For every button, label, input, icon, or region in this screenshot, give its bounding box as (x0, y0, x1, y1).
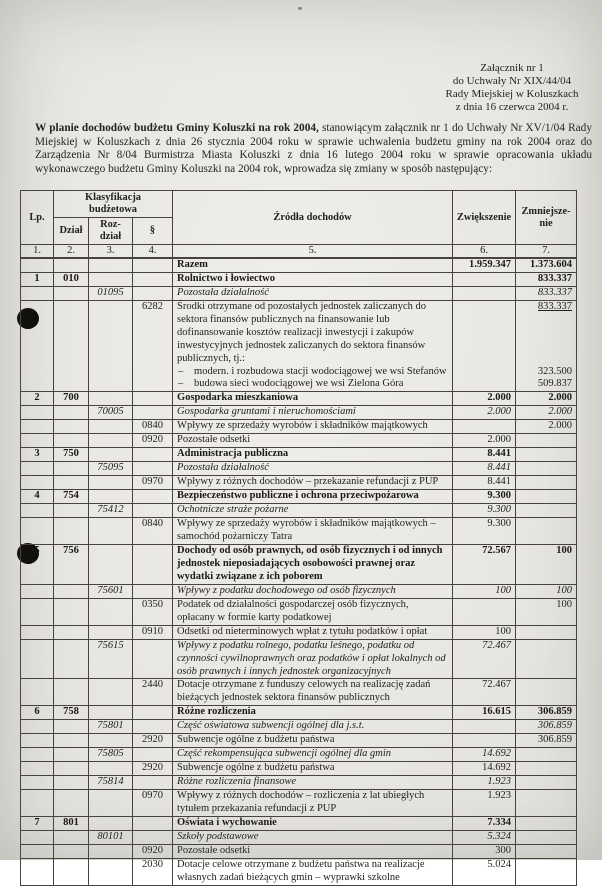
cell-zmniejszenie (516, 762, 577, 776)
cell-source: Gospodarka gruntami i nieruchomościami (173, 406, 453, 420)
cell-source: Dotacje celowe otrzymane z budżetu państwa na realizacje własnych zadań bieżących gmin – wyprawki szkolne (173, 859, 453, 886)
cell-dzial (54, 504, 89, 518)
cell-zmniejszenie (516, 301, 577, 392)
cell-source: Część rekompensująca subwencji ogólnej dla gmin (173, 748, 453, 762)
cell-zmniejszenie: 2.000 (516, 392, 577, 406)
cell-paragraf (133, 287, 173, 301)
cell-source: Oświata i wychowanie (173, 817, 453, 831)
cell-zwiekszenie: 72.467 (453, 679, 516, 706)
cell-paragraf (133, 584, 173, 598)
cell-dzial: 010 (54, 273, 89, 287)
col-header-zmniejszenie-line1: Zmniejsze- (521, 205, 571, 217)
cell-rozdzial: 75412 (89, 504, 133, 518)
cell-paragraf: 0840 (133, 518, 173, 545)
cell-rozdzial (89, 625, 133, 639)
cell-source: Część oświatowa subwencji ogólnej dla j.s.t. (173, 720, 453, 734)
cell-source: Razem (173, 258, 453, 273)
cell-lp (21, 762, 54, 776)
cell-paragraf: 0910 (133, 625, 173, 639)
cell-lp (21, 518, 54, 545)
cell-paragraf (133, 490, 173, 504)
cell-zmniejszenie (516, 490, 577, 504)
cell-source: Wpływy z różnych dochodów – rozliczenia z lat ubiegłych tytułem przekazania refundacji z PUP (173, 790, 453, 817)
col-header-rozdzial (89, 218, 133, 245)
cell-rozdzial (89, 448, 133, 462)
cell-paragraf: 0970 (133, 476, 173, 490)
cell-zwiekszenie: 2.000 (453, 434, 516, 448)
cell-source: Rolnictwo i łowiectwo (173, 273, 453, 287)
table-row (21, 706, 577, 720)
cell-lp: 2 (21, 392, 54, 406)
cell-lp (21, 734, 54, 748)
cell-zmniejszenie: 306.859 (516, 706, 577, 720)
cell-dzial (54, 287, 89, 301)
cell-zmniejszenie (516, 639, 577, 679)
cell-zwiekszenie: 9.300 (453, 490, 516, 504)
attachment-header (424, 62, 600, 114)
cell-lp (21, 462, 54, 476)
table-row (21, 448, 577, 462)
cell-rozdzial (89, 762, 133, 776)
cell-dzial (54, 790, 89, 817)
cell-paragraf: 0970 (133, 790, 173, 817)
cell-zmniejszenie: 100 (516, 598, 577, 625)
cell-zmniejszenie: 306.859 (516, 720, 577, 734)
cell-rozdzial: 75601 (89, 584, 133, 598)
cell-rozdzial (89, 817, 133, 831)
cell-source (173, 301, 453, 392)
cell-rozdzial (89, 273, 133, 287)
cell-rozdzial (89, 301, 133, 392)
cell-zmniejszenie (516, 679, 577, 706)
intro-paragraph (35, 122, 592, 176)
cell-rozdzial: 80101 (89, 831, 133, 845)
cell-zwiekszenie: 9.300 (453, 504, 516, 518)
cell-lp (21, 476, 54, 490)
bullet-line (177, 366, 448, 379)
cell-paragraf (133, 706, 173, 720)
cell-rozdzial (89, 545, 133, 585)
cell-rozdzial (89, 420, 133, 434)
cell-rozdzial: 70005 (89, 406, 133, 420)
cell-source: Dochody od osób prawnych, od osób fizycznych i od innych jednostek nieposiadających osobowości prawnej oraz wydatki związane z ich poborem (173, 545, 453, 585)
cell-zmniejszenie (516, 625, 577, 639)
cell-rozdzial (89, 490, 133, 504)
attachment-line: do Uchwały Nr XIX/44/04 (452, 75, 572, 87)
table-row (21, 518, 577, 545)
column-number: 5. (173, 245, 453, 259)
cell-source: Bezpieczeństwo publiczne i ochrona przeciwpożarowa (173, 490, 453, 504)
cell-dzial: 700 (54, 392, 89, 406)
cell-rozdzial (89, 679, 133, 706)
table-row (21, 504, 577, 518)
cell-zmniejszenie (516, 476, 577, 490)
cell-source: Szkoły podstawowe (173, 831, 453, 845)
cell-dzial (54, 776, 89, 790)
source-paragraph: Środki otrzymane od pozostałych jednostek zaliczanych do sektora finansów publicznych na finansowanie lub dofinansowanie kosztów realizacji inwestycji i zakupów inwestycyjnych jednostek zaliczanych do sektora finansów publicznych, tj.: (177, 301, 427, 364)
cell-lp: 5 (21, 545, 54, 585)
cell-paragraf (133, 831, 173, 845)
table-row (21, 679, 577, 706)
cell-paragraf (133, 639, 173, 679)
table-row (21, 598, 577, 625)
cell-zwiekszenie: 2.000 (453, 406, 516, 420)
cell-lp (21, 679, 54, 706)
cell-zmniejszenie (516, 518, 577, 545)
cell-rozdzial: 75814 (89, 776, 133, 790)
cell-dzial (54, 462, 89, 476)
table-row (21, 462, 577, 476)
cell-source: Pozostała działalność (173, 287, 453, 301)
column-number: 1. (21, 245, 54, 259)
column-number: 3. (89, 245, 133, 259)
cell-lp (21, 598, 54, 625)
cell-zmniejszenie: 833.337 (516, 287, 577, 301)
cell-source: Odsetki od nieterminowych wpłat z tytułu podatków i opłat (173, 625, 453, 639)
cell-zwiekszenie: 14.692 (453, 748, 516, 762)
cell-lp (21, 287, 54, 301)
cell-lp (21, 420, 54, 434)
cell-dzial (54, 434, 89, 448)
cell-dzial: 754 (54, 490, 89, 504)
table-row (21, 476, 577, 490)
cell-rozdzial (89, 734, 133, 748)
cell-zwiekszenie: 16.615 (453, 706, 516, 720)
cell-zwiekszenie: 300 (453, 845, 516, 859)
cell-paragraf (133, 462, 173, 476)
cell-zwiekszenie (453, 301, 516, 392)
column-number-row (21, 245, 577, 259)
cell-zwiekszenie: 72.467 (453, 639, 516, 679)
cell-rozdzial (89, 258, 133, 273)
cell-paragraf (133, 545, 173, 585)
column-number: 4. (133, 245, 173, 259)
cell-lp (21, 301, 54, 392)
cell-source: Pozostałe odsetki (173, 434, 453, 448)
table-row (21, 392, 577, 406)
intro-rest-text: stanowiącym załącznik nr 1 do Uchwały Nr XV/1/04 Rady Miejskiej w Koluszkach z dnia 26 stycznia 2004 roku w sprawie uchwalenia budżetu gminy na rok 2004 oraz do Zarządzenia Nr 8/04 Burmistrza Miasta Koluszki z dnia 16 lutego 2004 roku w sprawie opracowania układu wykonawczego budżetu Gminy Koluszki na 2004 rok, wprowadza się zmiany w sposób następujący: (35, 122, 592, 175)
table-row (21, 625, 577, 639)
cell-paragraf: 2440 (133, 679, 173, 706)
cell-source: Różne rozliczenia finansowe (173, 776, 453, 790)
cell-dzial: 801 (54, 817, 89, 831)
cell-dzial (54, 859, 89, 886)
cell-zwiekszenie: 1.923 (453, 776, 516, 790)
cell-paragraf: 0840 (133, 420, 173, 434)
cell-rozdzial: 75805 (89, 748, 133, 762)
table-row (21, 859, 577, 886)
cell-source: Wpływy z podatku rolnego, podatku leśnego, podatku od czynności cywilnoprawnych oraz podatków i opłat lokalnych od osób prawnych i innych jednostek organizacyjnych (173, 639, 453, 679)
cell-zmniejszenie: 100 (516, 545, 577, 585)
cell-lp (21, 859, 54, 886)
cell-source: Wpływy ze sprzedaży wyrobów i składników majątkowych (173, 420, 453, 434)
cell-dzial (54, 518, 89, 545)
cell-lp: 1 (21, 273, 54, 287)
cell-dzial (54, 748, 89, 762)
cell-zwiekszenie (453, 420, 516, 434)
cell-zmniejszenie (516, 462, 577, 476)
cell-paragraf: 6282 (133, 301, 173, 392)
cell-dzial (54, 406, 89, 420)
cell-dzial (54, 679, 89, 706)
bullet-value: 323.500 (537, 365, 573, 377)
cell-dzial (54, 258, 89, 273)
cell-zwiekszenie: 2.000 (453, 392, 516, 406)
column-number: 7. (516, 245, 577, 259)
cell-zwiekszenie (453, 287, 516, 301)
cell-zmniejszenie (516, 859, 577, 886)
budget-table-wrapper (20, 190, 577, 886)
cell-zwiekszenie: 9.300 (453, 518, 516, 545)
cell-lp (21, 831, 54, 845)
column-number: 2. (54, 245, 89, 259)
col-header-lp: Lp. (21, 191, 54, 245)
cell-dzial (54, 639, 89, 679)
cell-rozdzial (89, 598, 133, 625)
cell-zmniejszenie: 100 (516, 584, 577, 598)
cell-lp: 7 (21, 817, 54, 831)
table-row (21, 762, 577, 776)
scan-speck (298, 7, 302, 10)
cell-source: Administracja publiczna (173, 448, 453, 462)
cell-rozdzial (89, 859, 133, 886)
cell-zmniejszenie: 2.000 (516, 420, 577, 434)
cell-dzial (54, 831, 89, 845)
cell-paragraf (133, 406, 173, 420)
cell-lp (21, 845, 54, 859)
cell-zwiekszenie: 7.334 (453, 817, 516, 831)
budget-table-body (21, 258, 577, 885)
cell-zmniejszenie: 2.000 (516, 406, 577, 420)
cell-dzial (54, 762, 89, 776)
cell-zmniejszenie: 306.859 (516, 734, 577, 748)
cell-lp (21, 639, 54, 679)
cell-lp (21, 720, 54, 734)
cell-paragraf (133, 748, 173, 762)
cell-dzial (54, 734, 89, 748)
cell-zwiekszenie: 100 (453, 625, 516, 639)
cell-paragraf (133, 720, 173, 734)
cell-source: Pozostała działalność (173, 462, 453, 476)
cell-zmniejszenie (516, 776, 577, 790)
cell-dzial (54, 476, 89, 490)
attachment-line: z dnia 16 czerwca 2004 r. (455, 101, 569, 113)
cell-paragraf: 0920 (133, 845, 173, 859)
cell-zmniejszenie (516, 448, 577, 462)
cell-rozdzial (89, 845, 133, 859)
cell-paragraf: 0920 (133, 434, 173, 448)
table-row (21, 831, 577, 845)
cell-rozdzial (89, 434, 133, 448)
cell-dzial: 758 (54, 706, 89, 720)
cell-dzial: 750 (54, 448, 89, 462)
cell-paragraf (133, 776, 173, 790)
cell-source: Różne rozliczenia (173, 706, 453, 720)
cell-dzial (54, 625, 89, 639)
cell-paragraf (133, 392, 173, 406)
cell-rozdzial: 01095 (89, 287, 133, 301)
cell-zwiekszenie: 72.567 (453, 545, 516, 585)
bullet-dash: – (178, 378, 184, 390)
attachment-line: Załącznik nr 1 (480, 62, 544, 74)
table-row (21, 273, 577, 287)
cell-zwiekszenie: 1.959.347 (453, 258, 516, 273)
zmniejszenie-bullet-values (538, 366, 572, 392)
cell-paragraf (133, 448, 173, 462)
table-row (21, 776, 577, 790)
cell-source: Subwencje ogólne z budżetu państwa (173, 734, 453, 748)
table-row (21, 434, 577, 448)
cell-dzial (54, 301, 89, 392)
attachment-line: Rady Miejskiej w Koluszkach (445, 88, 579, 100)
cell-paragraf (133, 258, 173, 273)
cell-source: Podatek od działalności gospodarczej osób fizycznych, opłacany w formie karty podatkowej (173, 598, 453, 625)
col-header-zmniejszenie (516, 191, 577, 245)
table-row (21, 301, 577, 392)
cell-zwiekszenie: 14.692 (453, 762, 516, 776)
bullet-text: budowa sieci wodociągowej we wsi Zielona Góra (194, 378, 404, 390)
table-row (21, 490, 577, 504)
table-row (21, 545, 577, 585)
cell-rozdzial (89, 392, 133, 406)
cell-paragraf (133, 817, 173, 831)
cell-rozdzial (89, 706, 133, 720)
cell-lp (21, 406, 54, 420)
cell-zmniejszenie (516, 831, 577, 845)
col-header-zrodla: Źródła dochodów (173, 191, 453, 245)
cell-lp (21, 504, 54, 518)
col-header-rozdzial-line2: dział (99, 231, 122, 242)
budget-table (20, 190, 577, 886)
intro-bold-text: W planie dochodów budżetu Gminy Koluszki na rok 2004, (35, 122, 319, 134)
cell-rozdzial: 75801 (89, 720, 133, 734)
cell-dzial (54, 584, 89, 598)
cell-zmniejszenie (516, 790, 577, 817)
table-row (21, 639, 577, 679)
cell-zwiekszenie: 5.324 (453, 831, 516, 845)
cell-source: Pozostałe odsetki (173, 845, 453, 859)
table-row (21, 845, 577, 859)
cell-lp: 6 (21, 706, 54, 720)
col-header-zmniejszenie-line2: nie (539, 217, 553, 229)
cell-zmniejszenie (516, 817, 577, 831)
table-row (21, 748, 577, 762)
cell-source: Wpływy z podatku dochodowego od osób fizycznych (173, 584, 453, 598)
cell-zwiekszenie: 8.441 (453, 448, 516, 462)
cell-paragraf (133, 273, 173, 287)
col-header-dzial: Dział (54, 218, 89, 245)
cell-paragraf: 0350 (133, 598, 173, 625)
cell-lp (21, 748, 54, 762)
cell-rozdzial (89, 790, 133, 817)
table-header-row (21, 191, 577, 218)
cell-rozdzial (89, 518, 133, 545)
table-row (21, 720, 577, 734)
cell-zmniejszenie (516, 845, 577, 859)
cell-lp: 3 (21, 448, 54, 462)
bullet-value: 509.837 (537, 378, 573, 390)
bullet-dash: – (178, 365, 184, 377)
cell-lp (21, 776, 54, 790)
table-row (21, 790, 577, 817)
bullet-line (177, 378, 448, 391)
col-header-klasyfikacja-line1: Klasyfikacja (85, 192, 142, 203)
cell-paragraf: 2920 (133, 734, 173, 748)
cell-zwiekszenie (453, 598, 516, 625)
cell-dzial (54, 420, 89, 434)
col-header-klasyfikacja-line2: budżetowa (89, 204, 137, 215)
cell-dzial (54, 598, 89, 625)
cell-zmniejszenie (516, 748, 577, 762)
cell-lp (21, 625, 54, 639)
table-row (21, 734, 577, 748)
cell-zmniejszenie: 833.337 (516, 273, 577, 287)
cell-lp (21, 258, 54, 273)
cell-lp (21, 790, 54, 817)
cell-source: Wpływy ze sprzedaży wyrobów i składników majątkowych – samochód pożarniczy Tatra (173, 518, 453, 545)
cell-zwiekszenie: 8.441 (453, 462, 516, 476)
column-number: 6. (453, 245, 516, 259)
cell-dzial: 756 (54, 545, 89, 585)
cell-lp (21, 434, 54, 448)
col-header-paragraf: § (133, 218, 173, 245)
cell-rozdzial: 75095 (89, 462, 133, 476)
cell-source: Gospodarka mieszkaniowa (173, 392, 453, 406)
col-header-klasyfikacja (54, 191, 173, 218)
cell-dzial (54, 845, 89, 859)
cell-dzial (54, 720, 89, 734)
cell-source: Subwencje ogólne z budżetu państwa (173, 762, 453, 776)
cell-zwiekszenie: 1.923 (453, 790, 516, 817)
cell-paragraf (133, 504, 173, 518)
table-row (21, 406, 577, 420)
bullet-text: modern. i rozbudowa stacji wodociągowej we wsi Stefanów (194, 365, 447, 377)
cell-rozdzial (89, 476, 133, 490)
cell-zmniejszenie (516, 434, 577, 448)
cell-lp (21, 584, 54, 598)
cell-source: Wpływy z różnych dochodów – przekazanie refundacji z PUP (173, 476, 453, 490)
col-header-zwiekszenie: Zwiększenie (453, 191, 516, 245)
cell-zwiekszenie (453, 720, 516, 734)
cell-zwiekszenie: 5.024 (453, 859, 516, 886)
cell-lp: 4 (21, 490, 54, 504)
table-row (21, 287, 577, 301)
cell-paragraf: 2920 (133, 762, 173, 776)
cell-rozdzial: 75615 (89, 639, 133, 679)
cell-zwiekszenie (453, 273, 516, 287)
cell-zwiekszenie: 100 (453, 584, 516, 598)
col-header-rozdzial-line1: Roz- (100, 219, 121, 230)
table-row (21, 817, 577, 831)
table-row (21, 420, 577, 434)
cell-zmniejszenie: 1.373.604 (516, 258, 577, 273)
table-row (21, 584, 577, 598)
zmniejszenie-top-value: 833.337 (537, 301, 573, 312)
cell-zwiekszenie: 8.441 (453, 476, 516, 490)
cell-zwiekszenie (453, 734, 516, 748)
table-row (21, 258, 577, 273)
cell-zmniejszenie (516, 504, 577, 518)
cell-source: Dotacje otrzymane z funduszy celowych na realizację zadań bieżących jednostek sektora finansów publicznych (173, 679, 453, 706)
cell-paragraf: 2030 (133, 859, 173, 886)
cell-source: Ochotnicze straże pożarne (173, 504, 453, 518)
